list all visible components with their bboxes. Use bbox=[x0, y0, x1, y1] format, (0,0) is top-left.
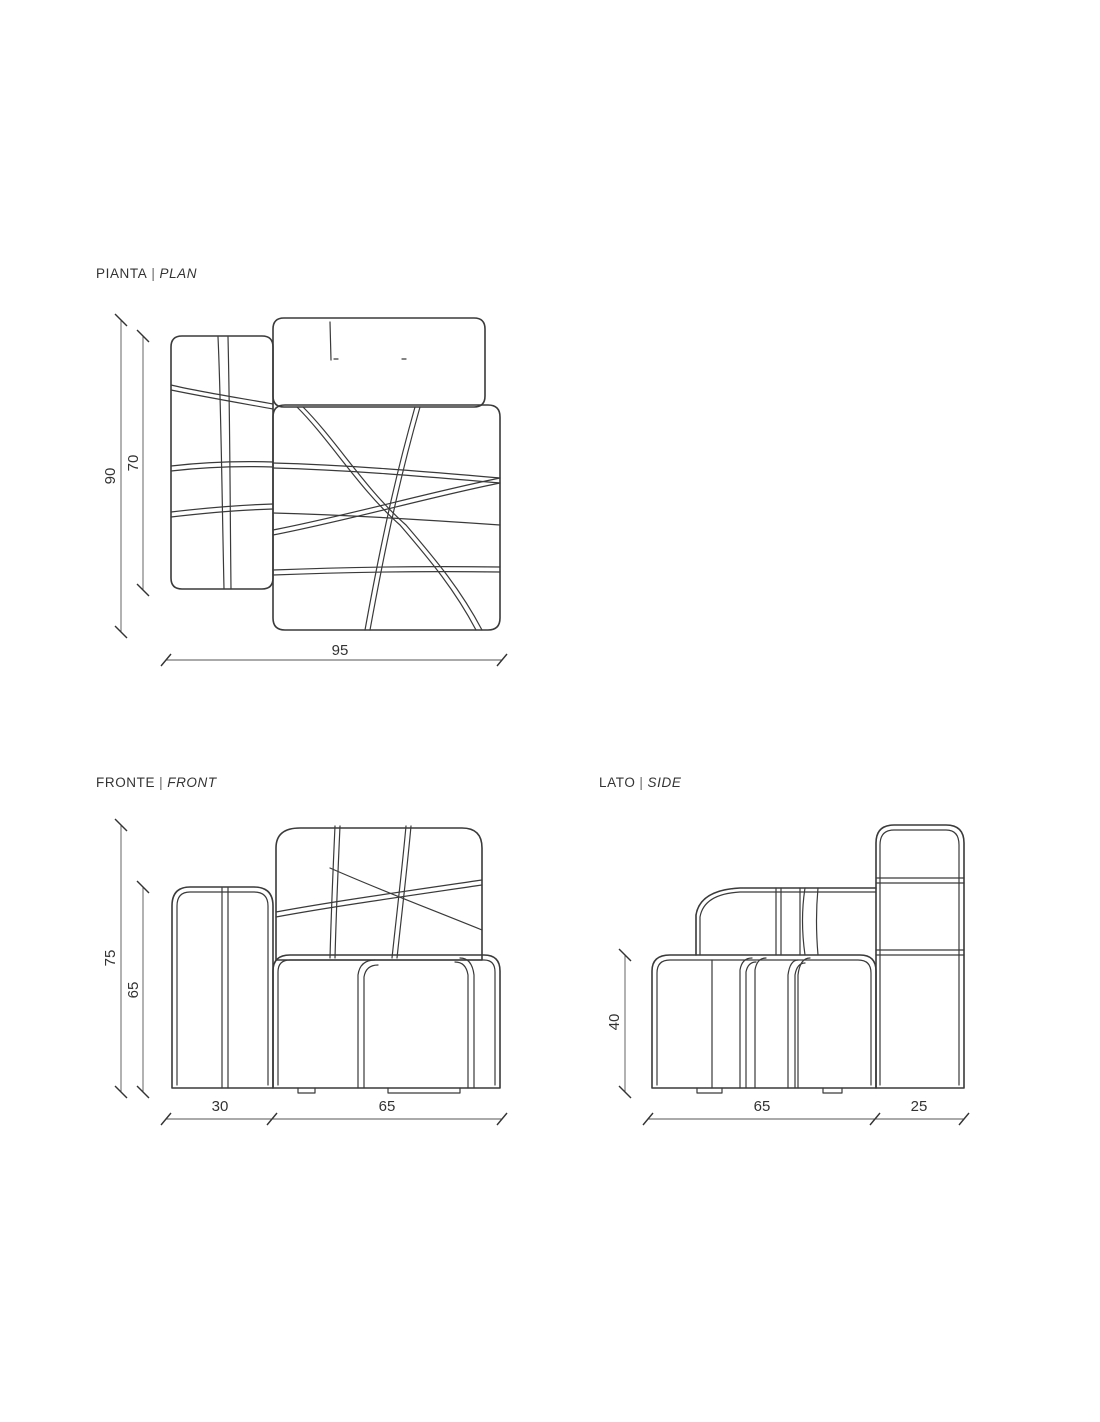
plan-view bbox=[102, 314, 507, 666]
front-backrest bbox=[276, 828, 482, 960]
plan-dim-width bbox=[161, 642, 507, 666]
side-title-en: SIDE bbox=[647, 775, 682, 790]
plan-dim-95-label: 95 bbox=[331, 642, 349, 659]
front-seat bbox=[273, 955, 500, 1088]
front-dim-65-label: 65 bbox=[125, 981, 142, 999]
plan-armrest-straps bbox=[171, 337, 273, 589]
plan-dim-depth-seat bbox=[125, 330, 149, 596]
side-view bbox=[606, 825, 969, 1125]
title-separator: | bbox=[151, 266, 156, 281]
front-title-en: FRONT bbox=[167, 775, 217, 790]
front-dim-75-label: 75 bbox=[102, 949, 119, 967]
plan-seat-straps bbox=[273, 407, 500, 630]
plan-dim-70-label: 70 bbox=[125, 454, 142, 472]
front-dim-30-label: 30 bbox=[211, 1098, 229, 1115]
side-title-it: LATO bbox=[599, 775, 636, 790]
title-separator: | bbox=[639, 775, 644, 790]
side-backrest bbox=[876, 825, 964, 1088]
front-dim-height-total bbox=[102, 819, 127, 1098]
side-dim-seat-height bbox=[606, 949, 631, 1098]
plan-dim-depth-total bbox=[102, 314, 127, 638]
front-backrest-straps bbox=[276, 826, 482, 958]
side-dim-depths bbox=[643, 1098, 969, 1125]
side-dim-40-label: 40 bbox=[606, 1013, 623, 1031]
plan-backrest bbox=[273, 318, 485, 407]
front-dim-height-arm bbox=[125, 881, 149, 1098]
side-seat bbox=[652, 955, 876, 1088]
front-dim-65w-label: 65 bbox=[378, 1098, 396, 1115]
front-title-it: FRONTE bbox=[96, 775, 156, 790]
front-dim-widths bbox=[161, 1098, 507, 1125]
front-view bbox=[102, 819, 507, 1125]
side-armrest bbox=[696, 888, 876, 955]
plan-title-it: PIANTA bbox=[96, 266, 148, 281]
side-dim-25-label: 25 bbox=[910, 1098, 928, 1115]
title-separator: | bbox=[159, 775, 164, 790]
plan-dim-90-label: 90 bbox=[102, 467, 119, 485]
side-dim-65-label: 65 bbox=[753, 1098, 771, 1115]
plan-title-en: PLAN bbox=[159, 266, 198, 281]
